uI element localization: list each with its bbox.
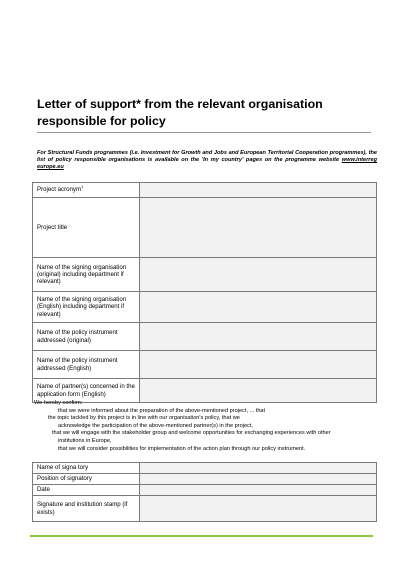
- signatory-name-field[interactable]: [140, 463, 377, 474]
- org-original-field[interactable]: [140, 258, 377, 292]
- confirmation-section: [32, 400, 377, 453]
- row-label-project-title: Project title: [33, 198, 140, 258]
- instrument-english-field[interactable]: [140, 351, 377, 379]
- table-row: [33, 351, 377, 379]
- project-info-table: [32, 182, 377, 403]
- signature-table: [32, 462, 377, 522]
- intro-paragraph: [37, 150, 377, 171]
- table-row: [33, 198, 377, 258]
- confirmation-item: acknowledge the participation of the above-mentioned partner(s) in the project,: [58, 422, 253, 429]
- confirmation-item: the topic tackled by this project is in line with our organisation's policy, that we: [48, 415, 240, 422]
- row-label-instrument-english: Name of the policy instrument addressed (English): [33, 351, 140, 379]
- row-label-org-english: Name of the signing organisation (English) including department if relevant): [33, 292, 140, 323]
- confirmation-item: institutions in Europe,: [58, 437, 112, 444]
- project-acronym-field[interactable]: [140, 183, 377, 198]
- footer-accent-rule: [30, 535, 373, 537]
- table-row: [33, 463, 377, 474]
- instrument-original-field[interactable]: [140, 323, 377, 351]
- table-row: [33, 292, 377, 323]
- table-row: [33, 496, 377, 522]
- table-row: [33, 323, 377, 351]
- confirmation-item: that we will consider possibilities for implementation of the action plan through our policy instrument.: [58, 445, 306, 452]
- row-label-org-original: Name of the signing organisation (original) including department if relevant): [33, 258, 140, 292]
- row-label-instrument-original: Name of the policy instrument addressed (original): [33, 323, 140, 351]
- page-title: Letter of support* from the relevant organisation responsible for policy: [37, 97, 323, 128]
- confirmation-item: that we were informed about the preparation of the above-mentioned project, ... that: [58, 407, 266, 414]
- org-english-field[interactable]: [140, 292, 377, 323]
- date-field[interactable]: [140, 485, 377, 496]
- row-label-partners: Name of partner(s) concerned in the application form (English): [33, 379, 140, 403]
- confirmation-item: that we will engage with the stakeholder group and welcome opportunities for exchanging experiences with other: [52, 430, 331, 437]
- row-label-signatory-position: Position of signatory: [33, 474, 140, 485]
- footnote-marker: 1: [81, 184, 84, 190]
- table-row: [33, 258, 377, 292]
- confirmation-heading: We hereby confirm:: [34, 400, 83, 406]
- programme-website-link[interactable]: www.interreg europe.eu: [37, 157, 377, 170]
- signature-stamp-field[interactable]: [140, 496, 377, 522]
- row-label-project-acronym: Project acronym$^1$: [33, 183, 140, 198]
- signatory-position-field[interactable]: [140, 474, 377, 485]
- title-divider: [37, 132, 371, 133]
- row-label-date: Date: [33, 485, 140, 496]
- partners-field[interactable]: [140, 379, 377, 403]
- table-row: [33, 485, 377, 496]
- row-label-signatory-name: Name of signa tory: [33, 463, 140, 474]
- intro-text: For Structural Funds programmes (i.e. Investment for Growth and Jobs and European Territorial Cooperation programmes), the list of policy responsible organisations is available on the 'In my country' pages on the programme website: [37, 150, 377, 163]
- project-title-field[interactable]: [140, 198, 377, 258]
- table-row: [33, 379, 377, 403]
- table-row: [33, 474, 377, 485]
- table-row: [33, 183, 377, 198]
- row-label-signature-stamp: Signature and institution stamp (if exists): [33, 496, 140, 522]
